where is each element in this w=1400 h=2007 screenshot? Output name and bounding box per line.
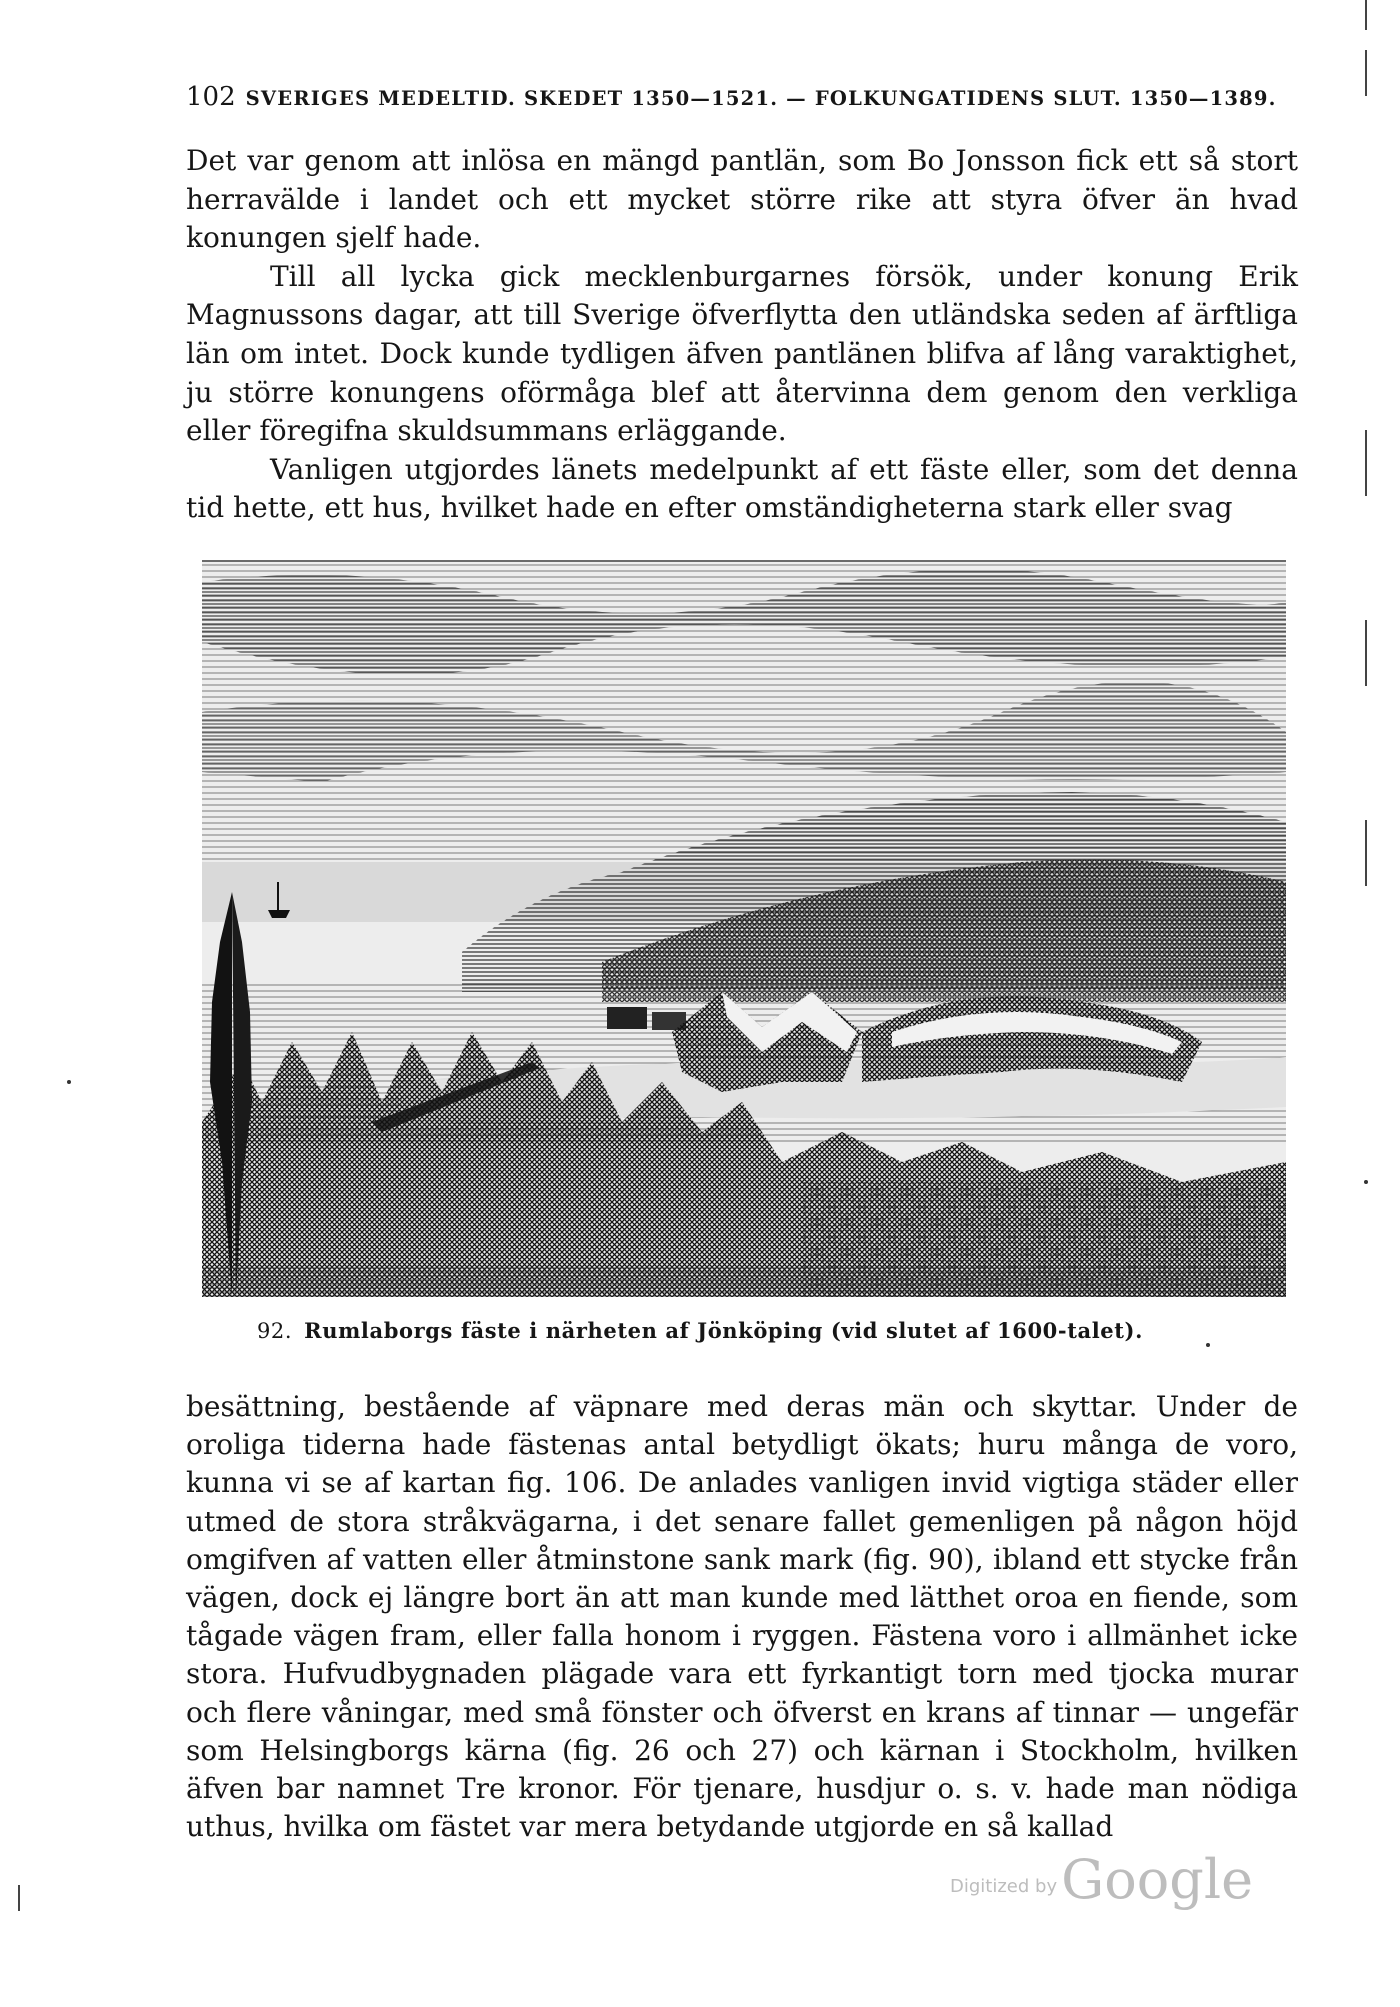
scan-speck — [67, 1080, 71, 1084]
scan-edge-mark — [1365, 820, 1367, 886]
scan-edge-mark — [1365, 620, 1367, 686]
figure-number: 92. — [256, 1319, 293, 1343]
digitized-watermark — [950, 1848, 1253, 1911]
watermark-small-text: Digitized by — [950, 1876, 1058, 1897]
scan-speck — [1206, 1343, 1210, 1347]
engraving-figure — [202, 560, 1286, 1297]
scan-speck — [1364, 1180, 1368, 1184]
scan-edge-mark — [1365, 50, 1367, 96]
scan-edge-mark — [1365, 430, 1367, 496]
page-number: 102 — [186, 82, 236, 112]
text-block-top — [186, 142, 1298, 528]
paragraph: besättning, bestående af väpnare med deras män och skyttar. Under de oroliga tiderna hade fästenas antal betydligt ökats; huru många de voro, kunna vi se af kartan fig. 106. De anlades vanligen invid vigtiga städer eller utmed de stora stråkvägarna, i det senare fallet gemenligen på någon höjd omgifven af vatten eller åtminstone sank mark (fig. 90), ibland ett stycke från vägen, dock ej längre bort än att man kunde med lätthet oroa en fiende, som tågade vägen fram, eller falla honom i ryggen. Fästena voro i allmänhet icke stora. Hufvudbygnaden plägade vara ett fyrkantigt torn med tjocka murar och flere våningar, med små fönster och öfverst en krans af tinnar — ungefär som Helsingborgs kärna (fig. 26 och 27) och kärnan i Stockholm, hvilken äfven bar namnet Tre kronor. För tjenare, husdjur o. s. v. hade man nödiga uthus, hvilka om fästet var mera betydande utgjorde en så kallad — [186, 1390, 1298, 1844]
paragraph: Till all lycka gick mecklenburgarnes försök, under konung Erik Magnussons dagar, att till Sverige öfverflytta den utländska seden af ärftliga län om intet. Dock kunde tydligen äfven pantlänen blifva af lång varaktighet, ju större konungens oförmåga blef att återvinna dem genom den verkliga eller föregifna skuldsummans erläggande. — [186, 259, 1298, 448]
scan-edge-mark — [1365, 0, 1367, 30]
figure-caption-text: Rumlaborgs fäste i närheten af Jönköping (vid slutet af 1600-talet). — [304, 1318, 1144, 1343]
paragraph: Vanligen utgjordes länets medelpunkt af ett fäste eller, som det denna tid hette, ett hus, hvilket hade en efter omständigheterna stark eller svag — [186, 452, 1298, 525]
running-header — [186, 82, 1306, 112]
running-title: SVERIGES MEDELTID. SKEDET 1350—1521. — FOLKUNGATIDENS SLUT. 1350—1389. — [245, 87, 1277, 110]
engraving-illustration — [202, 562, 1286, 1297]
paragraph: Det var genom att inlösa en mängd pantlän, som Bo Jonsson fick ett så stort herravälde i landet och ett mycket större rike att styra öfver än hvad konungen sjelf hade. — [186, 144, 1298, 255]
figure-caption — [0, 1318, 1400, 1343]
watermark-logo: Google — [1061, 1848, 1254, 1911]
scan-edge-mark — [18, 1885, 20, 1911]
text-block-bottom — [186, 1388, 1298, 1846]
